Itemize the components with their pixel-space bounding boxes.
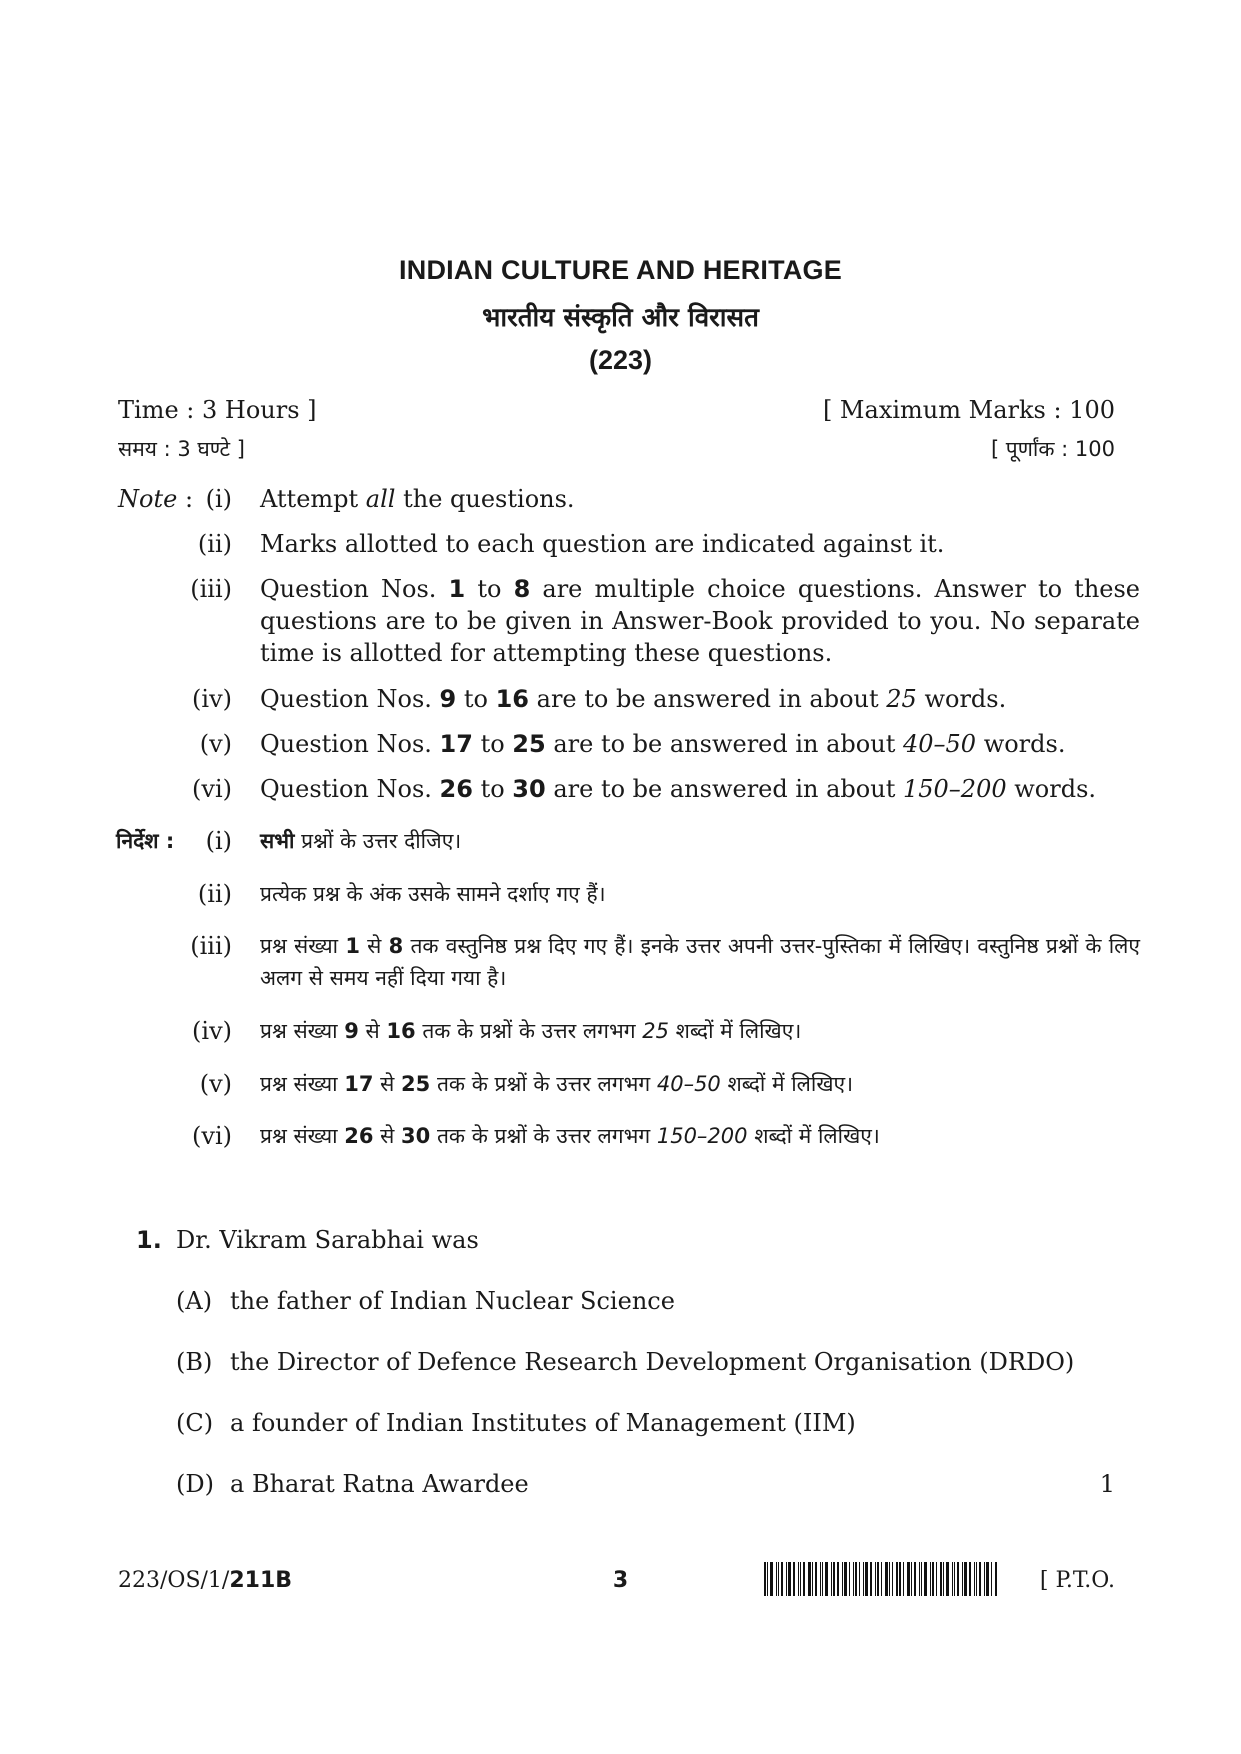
barcode-bar <box>849 1562 850 1596</box>
note-item-number: (v) <box>199 1070 232 1098</box>
max-marks-english: [ Maximum Marks : 100 <box>822 396 1115 424</box>
barcode-bar <box>881 1562 882 1596</box>
barcode-bar <box>946 1562 949 1596</box>
note-item-hindi: प्रश्न संख्या 17 से 25 तक के प्रश्नों के उत्तर लगभग 40–50 शब्दों में लिखिए। <box>260 1072 854 1096</box>
barcode-bar <box>853 1562 854 1596</box>
note-item: Question Nos. 9 to 16 are to be answered in about 25 words. <box>260 685 1007 713</box>
barcode-bar <box>776 1562 777 1596</box>
question-marks: 1 <box>1099 1470 1115 1498</box>
note-item-number: (iv) <box>192 1017 232 1045</box>
barcode-bar <box>962 1562 963 1596</box>
note-item: Marks allotted to each question are indicated against it. <box>260 530 945 558</box>
barcode-bar <box>889 1562 890 1596</box>
page-number: 3 <box>612 1568 629 1593</box>
note-item-number: (i) <box>205 485 232 513</box>
barcode-bar <box>788 1562 791 1596</box>
note-item-number: (ii) <box>197 880 232 908</box>
barcode-bar <box>921 1562 922 1596</box>
barcode-bar <box>764 1562 766 1596</box>
barcode <box>764 1562 998 1596</box>
barcode-bar <box>865 1562 868 1596</box>
barcode-bar <box>995 1562 997 1596</box>
note-item-number: (iv) <box>192 685 232 713</box>
barcode-bar <box>815 1562 817 1596</box>
barcode-bar <box>822 1562 823 1596</box>
note-item-number: (iii) <box>190 575 232 603</box>
barcode-bar <box>914 1562 916 1596</box>
question-text: Dr. Vikram Sarabhai was <box>176 1226 479 1254</box>
barcode-bar <box>781 1562 783 1596</box>
barcode-bar <box>903 1562 904 1596</box>
max-marks-hindi: [ पूर्णांक : 100 <box>990 437 1115 461</box>
note-label-hindi: निर्देश : <box>116 829 175 853</box>
barcode-bar <box>793 1562 795 1596</box>
option-text: the Director of Defence Research Development Organisation (DRDO) <box>230 1348 1075 1376</box>
note-item: Question Nos. 1 to 8 are multiple choice questions. Answer to these questions are to be given in Answer-Book provided to you. No separate time is allotted for attempting these questions. <box>260 575 1141 667</box>
barcode-bar <box>825 1562 828 1596</box>
note-item: Question Nos. 26 to 30 are to be answered in about 150–200 words. <box>260 775 1097 803</box>
option-text: the father of Indian Nuclear Science <box>230 1287 675 1315</box>
note-item: Attempt all the questions. <box>260 485 575 513</box>
barcode-bar <box>820 1562 821 1596</box>
barcode-bar <box>986 1562 989 1596</box>
option-label: (B) <box>176 1348 213 1376</box>
question-number: 1. <box>136 1226 162 1254</box>
barcode-bar <box>976 1562 977 1596</box>
barcode-bar <box>842 1562 843 1596</box>
title-english: INDIAN CULTURE AND HERITAGE <box>399 255 842 285</box>
barcode-bar <box>778 1562 779 1596</box>
barcode-bar <box>812 1562 813 1596</box>
time-english: Time : 3 Hours ] <box>118 396 317 424</box>
barcode-bar <box>885 1562 888 1596</box>
barcode-bar <box>770 1562 773 1596</box>
barcode-bar <box>833 1562 835 1596</box>
barcode-bar <box>940 1562 942 1596</box>
barcode-bar <box>964 1562 967 1596</box>
option-label: (C) <box>176 1409 214 1437</box>
barcode-bar <box>924 1562 927 1596</box>
note-item-number: (ii) <box>197 530 232 558</box>
note-item-hindi: प्रश्न संख्या 26 से 30 तक के प्रश्नों के उत्तर लगभग 150–200 शब्दों में लिखिए। <box>260 1124 880 1148</box>
note-item-hindi: सभी प्रश्नों के उत्तर दीजिए। <box>260 829 462 853</box>
barcode-bar <box>767 1562 768 1596</box>
note-item: Question Nos. 17 to 25 are to be answered in about 40–50 words. <box>260 730 1066 758</box>
barcode-bar <box>984 1562 985 1596</box>
barcode-bar <box>808 1562 811 1596</box>
barcode-bar <box>974 1562 975 1596</box>
barcode-bar <box>911 1562 912 1596</box>
barcode-bar <box>859 1562 860 1596</box>
barcode-bar <box>877 1562 879 1596</box>
barcode-bar <box>954 1562 955 1596</box>
note-item-hindi: प्रश्न संख्या 1 से 8 तक वस्तुनिष्ठ प्रश्न दिए गए हैं। इनके उत्तर अपनी उत्तर-पुस्तिका में लिखिए। वस्तुनिष्ठ प्रश्नों के लिए अलग से समय नहीं दिया गया है। <box>260 934 1141 990</box>
subject-code: (223) <box>588 345 653 375</box>
note-item-number: (iii) <box>190 932 232 960</box>
barcode-bar <box>870 1562 872 1596</box>
barcode-bar <box>896 1562 898 1596</box>
barcode-bar <box>932 1562 934 1596</box>
barcode-bar <box>831 1562 832 1596</box>
note-item-hindi: प्रत्येक प्रश्न के अंक उसके सामने दर्शाए गए हैं। <box>260 882 606 906</box>
barcode-bar <box>837 1562 839 1596</box>
barcode-bar <box>892 1562 893 1596</box>
barcode-bar <box>943 1562 944 1596</box>
option-text: a founder of Indian Institutes of Management (IIM) <box>230 1409 856 1437</box>
barcode-bar <box>930 1562 931 1596</box>
barcode-bar <box>979 1562 981 1596</box>
barcode-bar <box>786 1562 787 1596</box>
option-label: (A) <box>176 1287 213 1315</box>
barcode-bar <box>875 1562 876 1596</box>
title-hindi: भारतीय संस्कृति और विरासत <box>482 303 759 333</box>
barcode-bar <box>907 1562 910 1596</box>
barcode-bar <box>798 1562 799 1596</box>
option-text: a Bharat Ratna Awardee <box>230 1470 529 1498</box>
barcode-bar <box>957 1562 959 1596</box>
barcode-bar <box>936 1562 937 1596</box>
barcode-bar <box>855 1562 857 1596</box>
note-item-number: (v) <box>199 730 232 758</box>
option-label: (D) <box>176 1470 214 1498</box>
barcode-bar <box>863 1562 864 1596</box>
time-hindi: समय : 3 घण्टे ] <box>118 437 246 461</box>
note-item-hindi: प्रश्न संख्या 9 से 16 तक के प्रश्नों के उत्तर लगभग 25 शब्दों में लिखिए। <box>260 1019 802 1043</box>
note-item-number: (vi) <box>192 1122 232 1150</box>
barcode-bar <box>952 1562 953 1596</box>
barcode-bar <box>969 1562 971 1596</box>
barcode-bar <box>844 1562 847 1596</box>
paper-code: 223/OS/1/211B <box>118 1568 293 1593</box>
barcode-bar <box>800 1562 801 1596</box>
note-label: Note : <box>118 485 194 513</box>
barcode-bar <box>803 1562 805 1596</box>
barcode-bar <box>991 1562 992 1596</box>
barcode-bar <box>919 1562 920 1596</box>
note-item-number: (i) <box>205 827 232 855</box>
pto-label: [ P.T.O. <box>1039 1568 1115 1593</box>
note-item-number: (vi) <box>192 775 232 803</box>
barcode-bar <box>899 1562 901 1596</box>
